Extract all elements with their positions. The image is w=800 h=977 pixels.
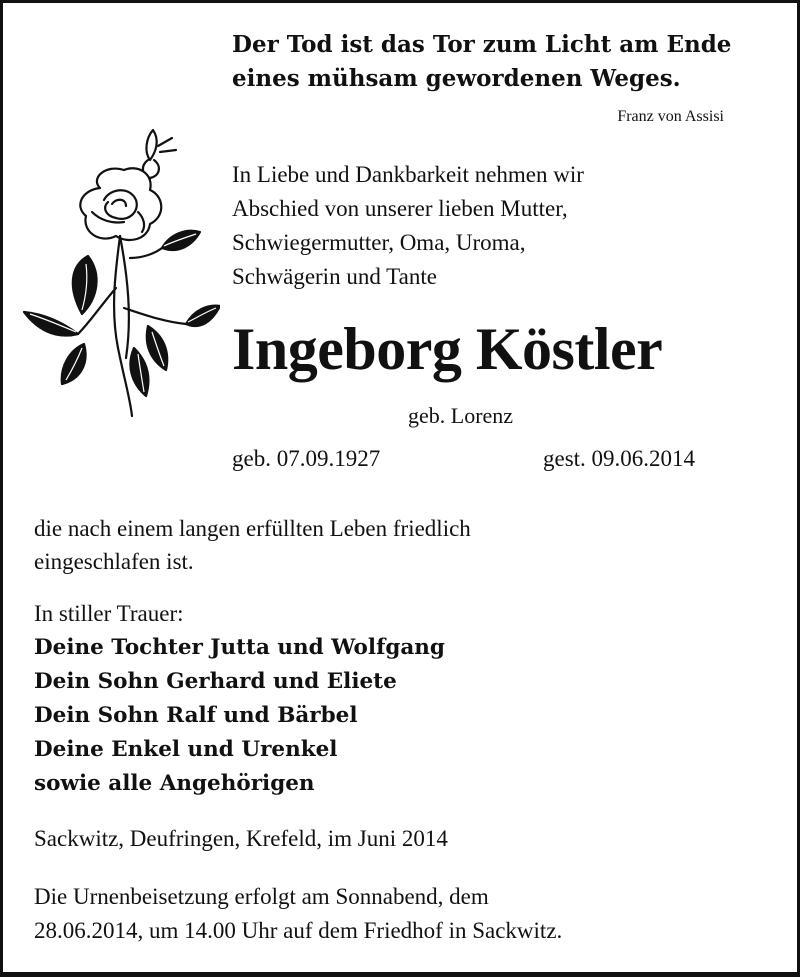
burial-notice xyxy=(34,880,562,948)
intro-line: Schwägerin und Tante xyxy=(232,264,437,289)
mourner-name: sowie alle Angehörigen xyxy=(34,771,315,796)
intro-text xyxy=(232,158,584,294)
deceased-name: Ingeborg Köstler xyxy=(232,316,663,382)
passing-line: eingeschlafen ist. xyxy=(34,549,194,574)
passing-line: die nach einem langen erfüllten Leben friedlich xyxy=(34,516,471,541)
mourners xyxy=(34,597,445,801)
quote-line: eines mühsam gewordenen Weges. xyxy=(232,65,681,92)
burial-line: 28.06.2014, um 14.00 Uhr auf dem Friedhof in Sackwitz. xyxy=(34,918,563,943)
mourner-name: Deine Tochter Jutta und Wolfgang xyxy=(34,635,445,660)
quote-author: Franz von Assisi xyxy=(617,108,724,125)
intro-line: Abschied von unserer lieben Mutter, xyxy=(232,196,568,221)
mourner-name: Dein Sohn Gerhard und Eliete xyxy=(34,669,397,694)
passing-text xyxy=(34,512,471,578)
rose-icon xyxy=(20,108,220,423)
quote-line: Der Tod ist das Tor zum Licht am Ende xyxy=(232,31,732,58)
mourner-name: Dein Sohn Ralf und Bärbel xyxy=(34,703,358,728)
intro-line: Schwiegermutter, Oma, Uroma, xyxy=(232,230,526,255)
intro-line: In Liebe und Dankbarkeit nehmen wir xyxy=(232,162,584,187)
quote xyxy=(232,28,731,96)
place-date: Sackwitz, Deufringen, Krefeld, im Juni 2014 xyxy=(34,826,448,851)
maiden-name: geb. Lorenz xyxy=(408,403,514,428)
burial-line: Die Urnenbeisetzung erfolgt am Sonnabend, dem xyxy=(34,884,489,909)
mourner-name: Deine Enkel und Urenkel xyxy=(34,737,338,762)
mourners-heading: In stiller Trauer: xyxy=(34,601,184,626)
birth-date: geb. 07.09.1927 xyxy=(232,446,381,471)
death-date: gest. 09.06.2014 xyxy=(543,446,696,471)
